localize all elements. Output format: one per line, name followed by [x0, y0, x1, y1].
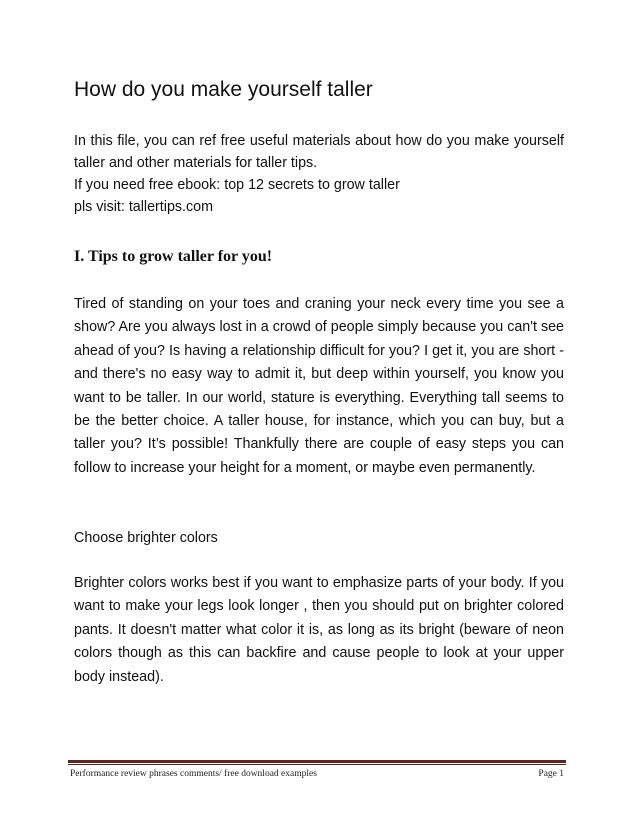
- intro-block: [74, 130, 564, 218]
- section-heading: I. Tips to grow taller for you!: [74, 248, 273, 265]
- body-paragraph-2: Brighter colors works best if you want to emphasize parts of your body. If you want to make your legs look longer , then you should put on brighter colored pants. It doesn't matter what color it is, as long as its bright (beware of neon colors though as this can backfire and cause people to look at your upper body instead).: [74, 575, 564, 685]
- body-paragraph-1: Tired of standing on your toes and craning your neck every time you see a show? Are you always lost in a crowd of people simply because you can't see ahead of you? Is having a relationship difficult for you? I get it, you are short - and there's no easy way to admit it, but deep within yourself, you know you want to be taller. In our world, stature is everything. Everything tall seems to be the better choice. A taller house, for instance, which you can buy, but a taller you? It’s possible! Thankfully there are couple of easy steps you can follow to increase your height for a moment, or maybe even permanently.: [74, 296, 564, 476]
- intro-line-3: pls visit: tallertips.com: [74, 199, 214, 215]
- footer-rule-thick: [68, 760, 566, 763]
- page-number: Page 1: [538, 769, 564, 779]
- intro-line-2: If you need free ebook: top 12 secrets to grow taller: [74, 177, 400, 193]
- footer-rule-thin: [68, 764, 566, 765]
- subheading-brighter-colors: Choose brighter colors: [74, 530, 218, 546]
- document-title: How do you make yourself taller: [74, 78, 373, 101]
- footer-text: Performance review phrases comments/ free download examples: [70, 769, 317, 779]
- intro-line-1: In this file, you can ref free useful materials about how do you make yourself taller and other materials for taller tips.: [74, 133, 564, 171]
